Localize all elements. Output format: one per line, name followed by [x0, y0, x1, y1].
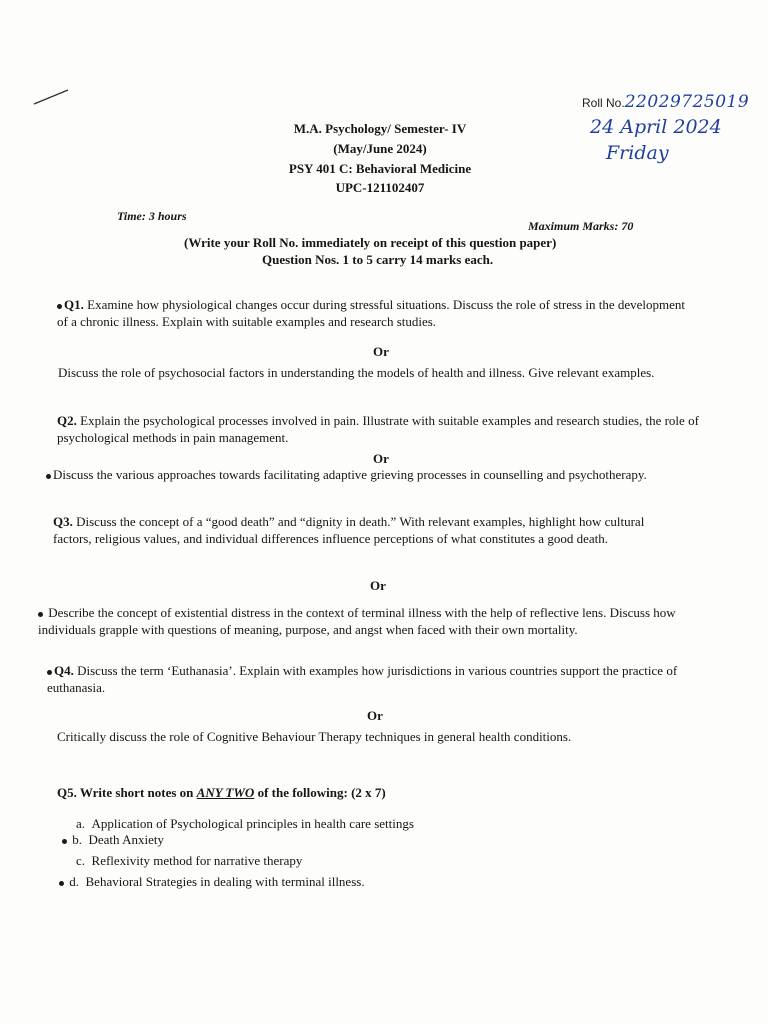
item-label: b.	[72, 832, 82, 847]
item-label: a.	[76, 816, 86, 831]
note-item-a	[76, 816, 414, 832]
question-2	[57, 412, 702, 446]
instruction-marks: Question Nos. 1 to 5 carry 14 marks each.	[262, 252, 494, 267]
alternative-text: Describe the concept of existential distress in the context of terminal illness with the help of reflective lens. Discuss how individuals grapple with questions of meaning, purpose, and angst when faced with their own mortality.	[38, 605, 676, 637]
bullet-mark	[47, 670, 52, 675]
bullet-mark	[57, 304, 62, 309]
bullet-mark	[46, 474, 51, 479]
question-text-pre: Write short notes on	[79, 785, 197, 800]
question-number: Q3.	[53, 514, 73, 529]
item-label: c.	[76, 853, 86, 868]
question-4-alternative: Critically discuss the role of Cognitive Behaviour Therapy techniques in general health conditions.	[57, 729, 572, 744]
handwritten-day: Friday	[606, 142, 669, 164]
item-label: d.	[69, 874, 79, 889]
question-text: Examine how physiological changes occur during stressful situations. Discuss the role of stress in the development of a chronic illness. Explain with suitable examples and research studies.	[57, 297, 686, 329]
question-4	[47, 662, 699, 696]
question-3-alternative	[38, 604, 688, 638]
or-divider: Or	[373, 451, 389, 466]
bullet-mark	[38, 612, 43, 617]
pen-stroke-mark	[30, 86, 72, 108]
or-divider: Or	[370, 578, 386, 593]
question-text-post: of the following: (2 x 7)	[254, 785, 386, 800]
emphasis-any-two: ANY TWO	[196, 785, 255, 800]
note-item-c	[76, 853, 302, 869]
roll-number-field	[582, 92, 749, 112]
header-course: PSY 401 C: Behavioral Medicine	[288, 161, 472, 176]
item-text: Behavioral Strategies in dealing with terminal illness.	[85, 874, 365, 889]
alternative-text: Discuss the various approaches towards facilitating adaptive grieving processes in counselling and psychotherapy.	[53, 467, 647, 482]
roll-label: Roll No.	[582, 96, 625, 110]
question-1	[57, 296, 692, 330]
header-code: UPC-121102407	[335, 180, 425, 195]
question-number: Q1.	[64, 297, 84, 312]
question-2-alternative	[46, 466, 666, 483]
question-text: Explain the psychological processes involved in pain. Illustrate with suitable examples and research studies, the role of psychological methods in pain management.	[57, 413, 699, 445]
question-text: Discuss the concept of a “good death” and “dignity in death.” With relevant examples, highlight how cultural factors, religious values, and individual differences influence perceptions of what constitutes a good death.	[53, 514, 645, 546]
question-1-alternative: Discuss the role of psychosocial factors in understanding the models of health and illness. Give relevant examples.	[58, 365, 655, 380]
header-session: (May/June 2024)	[333, 141, 427, 156]
bullet-mark	[59, 881, 64, 886]
question-number: Q2.	[57, 413, 77, 428]
handwritten-date: 24 April 2024	[590, 116, 722, 138]
question-number: Q5.	[57, 785, 77, 800]
note-item-b	[62, 832, 164, 848]
question-5	[57, 784, 657, 801]
header-program: M.A. Psychology/ Semester- IV	[293, 121, 467, 136]
or-divider: Or	[367, 708, 383, 723]
note-item-d	[59, 874, 365, 890]
item-text: Reflexivity method for narrative therapy	[91, 853, 303, 868]
roll-number: 22029725019	[624, 92, 750, 112]
maximum-marks: Maximum Marks: 70	[528, 219, 634, 233]
time-allowed: Time: 3 hours	[117, 209, 187, 223]
instruction-roll: (Write your Roll No. immediately on receipt of this question paper)	[184, 235, 557, 250]
or-divider: Or	[373, 344, 389, 359]
item-text: Death Anxiety	[88, 832, 164, 847]
item-text: Application of Psychological principles in health care settings	[91, 816, 414, 831]
question-text: Discuss the term ‘Euthanasia’. Explain with examples how jurisdictions in various countries support the practice of euthanasia.	[47, 663, 678, 695]
bullet-mark	[62, 839, 67, 844]
question-number: Q4.	[54, 663, 74, 678]
question-3	[53, 513, 683, 547]
